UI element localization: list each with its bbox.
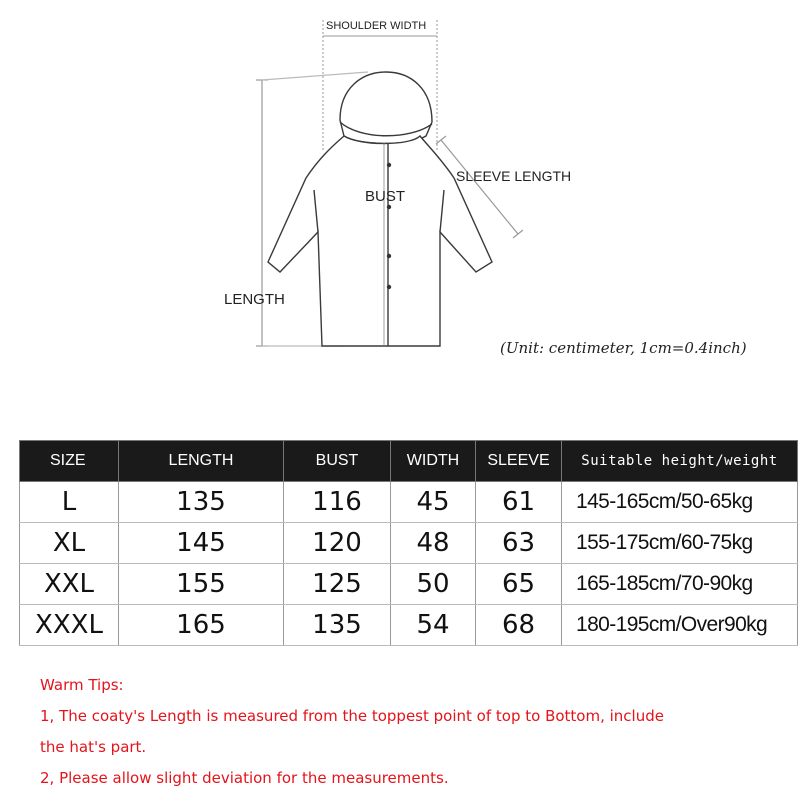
cell-suitable: 165-185cm/70-90kg [562, 564, 798, 605]
tip-1-continued: the hat's part. [40, 738, 147, 756]
cell-size: XXL [20, 564, 119, 605]
header-suitable: Suitable height/weight [562, 441, 798, 482]
cell-suitable: 180-195cm/Over90kg [562, 605, 798, 646]
cell-sleeve: 68 [476, 605, 562, 646]
cell-width: 48 [391, 523, 476, 564]
header-width: WIDTH [391, 441, 476, 482]
cell-size: XXXL [20, 605, 119, 646]
cell-length: 145 [119, 523, 284, 564]
tips-title: Warm Tips: [40, 676, 124, 694]
table-row [20, 523, 798, 564]
bust-label: BUST [365, 188, 406, 205]
cell-bust: 135 [284, 605, 391, 646]
cell-sleeve: 61 [476, 482, 562, 523]
cell-sleeve: 63 [476, 523, 562, 564]
coat-outline [268, 72, 492, 346]
table-header-row [20, 441, 798, 482]
tip-1: 1, The coaty's Length is measured from the toppest point of top to Bottom, include [40, 707, 664, 725]
cell-width: 54 [391, 605, 476, 646]
table-row [20, 564, 798, 605]
cell-size: L [20, 482, 119, 523]
cell-suitable: 155-175cm/60-75kg [562, 523, 798, 564]
sleeve-length-label: SLEEVE LENGTH [456, 168, 572, 184]
cell-bust: 116 [284, 482, 391, 523]
warm-tips [40, 670, 664, 794]
header-length: LENGTH [119, 441, 284, 482]
header-sleeve: SLEEVE [476, 441, 562, 482]
cell-suitable: 145-165cm/50-65kg [562, 482, 798, 523]
cell-width: 45 [391, 482, 476, 523]
header-bust: BUST [284, 441, 391, 482]
length-label: LENGTH [224, 291, 285, 308]
cell-width: 50 [391, 564, 476, 605]
shoulder-width-label: SHOULDER WIDTH [326, 20, 427, 32]
cell-bust: 125 [284, 564, 391, 605]
cell-sleeve: 65 [476, 564, 562, 605]
size-chart-table [19, 440, 798, 646]
table-row [20, 605, 798, 646]
table-row [20, 482, 798, 523]
cell-length: 165 [119, 605, 284, 646]
unit-note: (Unit: centimeter, 1cm=0.4inch) [500, 339, 747, 357]
cell-length: 155 [119, 564, 284, 605]
tip-2: 2, Please allow slight deviation for the measurements. [40, 769, 449, 787]
cell-length: 135 [119, 482, 284, 523]
header-size: SIZE [20, 441, 119, 482]
cell-size: XL [20, 523, 119, 564]
cell-bust: 120 [284, 523, 391, 564]
